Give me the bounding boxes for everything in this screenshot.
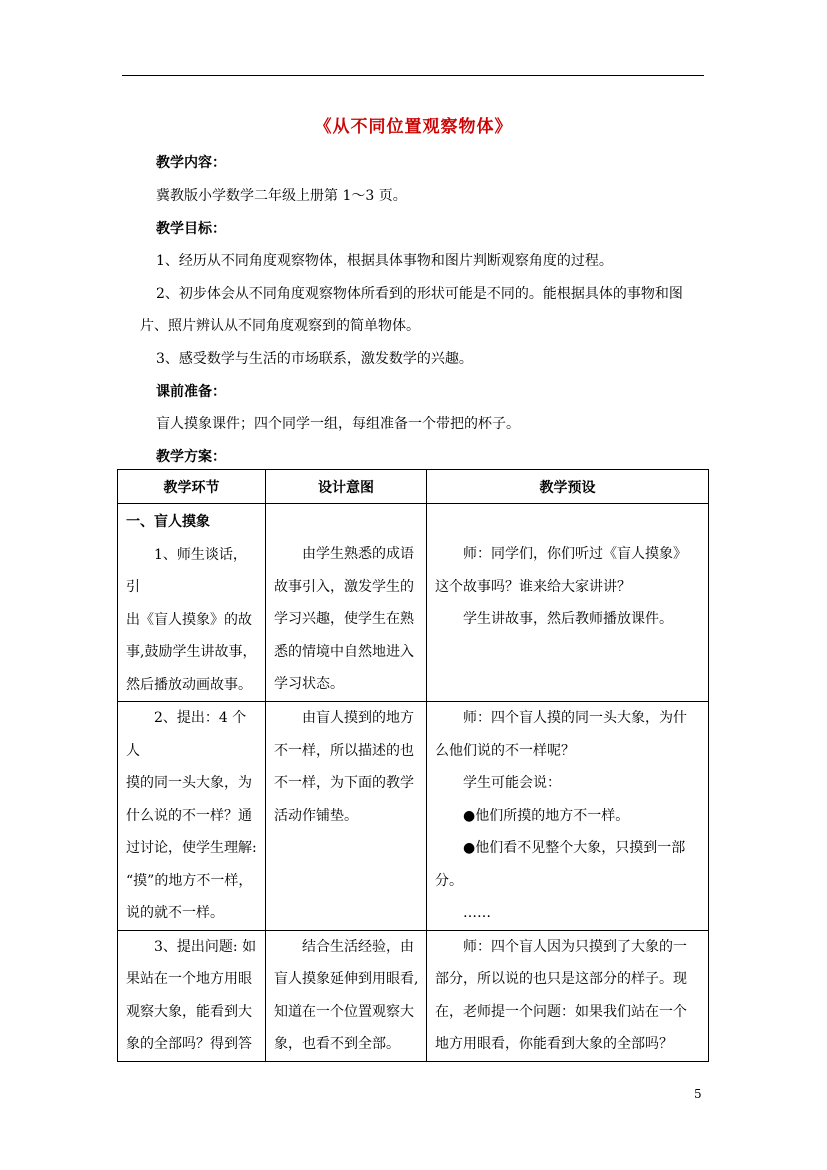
plan-line: 学生可能会说： xyxy=(463,775,561,791)
intent-cell xyxy=(266,930,427,1061)
plan-line: 在，老师提一个问题：如果我们站在一个 xyxy=(435,1003,687,1020)
table-row xyxy=(118,504,709,702)
plan-line: 么他们说的不一样呢？ xyxy=(435,742,575,759)
intent-line: 象，也看不到全部。 xyxy=(274,1036,400,1052)
step-line: 说的就不一样。 xyxy=(126,905,224,921)
plan-line: 分。 xyxy=(435,872,463,889)
header-step: 教学环节 xyxy=(118,470,266,504)
intent-line: 盲人摸象延伸到用眼看, xyxy=(274,971,419,987)
plan-line: 部分，所以说的也只是这部分的样子。现 xyxy=(435,971,687,987)
plan-line: 师：同学们，你们听过《盲人摸象》 xyxy=(463,546,687,562)
intent-cell xyxy=(266,504,427,702)
intent-line: 由盲人摸到的地方 xyxy=(302,710,414,726)
goal-1: 1、经历从不同角度观察物体，根据具体事物和图片判断观察角度的过程。 xyxy=(156,253,613,269)
step-line: 3、提出问题: 如 xyxy=(154,938,257,955)
intent-line: 活动作铺垫。 xyxy=(274,807,358,824)
plan-line: 学生讲故事，然后教师播放课件。 xyxy=(463,611,673,627)
intent-line: 故事引入，激发学生的 xyxy=(274,578,414,595)
intent-line: 学习状态。 xyxy=(274,676,344,692)
goal-3: 3、感受数学与生活的市场联系，激发数学的兴趣。 xyxy=(156,351,473,367)
intent-line: 结合生活经验，由 xyxy=(302,938,414,955)
goal-2-line-2: 片、照片辨认从不同角度观察到的简单物体。 xyxy=(140,318,420,334)
plan-line: 师：四个盲人因为只摸到了大象的一 xyxy=(463,938,687,955)
header-rule xyxy=(122,75,704,76)
step-cell xyxy=(118,702,266,931)
content-heading: 教学内容： xyxy=(156,155,226,171)
intent-line: 由学生熟悉的成语 xyxy=(302,546,414,562)
intent-line: 悉的情境中自然地进入 xyxy=(274,643,414,660)
step-line: 摸的同一头大象，为 xyxy=(126,775,252,791)
intent-line: 不一样，所以描述的也 xyxy=(274,742,414,759)
plan-line: ●他们所摸的地方不一样。 xyxy=(463,807,630,824)
plan-line: 这个故事吗？谁来给大家讲讲？ xyxy=(435,578,631,595)
page-number: 5 xyxy=(694,1087,702,1101)
intent-line: 知道在一个位置观察大 xyxy=(274,1003,414,1020)
content-text: 冀教版小学数学二年级上册第 1～3 页。 xyxy=(156,188,407,204)
step-cell xyxy=(118,504,266,702)
plan-line: …… xyxy=(463,905,491,921)
step-line: 1、师生谈话，引 xyxy=(126,546,247,595)
goals-heading: 教学目标： xyxy=(156,221,226,237)
step-line: 过讨论，使学生理解: xyxy=(126,840,257,856)
step-line: 然后播放动画故事。 xyxy=(126,676,252,693)
table-row xyxy=(118,930,709,1061)
plan-cell xyxy=(427,702,709,931)
step-line: 象的全部吗？得到答 xyxy=(126,1036,252,1052)
intent-line: 不一样，为下面的教学 xyxy=(274,775,414,791)
plan-line: 地方用眼看，你能看到大象的全部吗？ xyxy=(435,1036,673,1052)
table-header-row xyxy=(118,470,709,504)
step-line: 出《盲人摸象》的故 xyxy=(126,611,252,628)
step-line: 什么说的不一样？通 xyxy=(126,807,252,824)
header-plan: 教学预设 xyxy=(427,470,709,504)
header-intent: 设计意图 xyxy=(266,470,427,504)
table-row xyxy=(118,702,709,931)
goal-2-line-1: 2、初步体会从不同角度观察物体所看到的形状可能是不同的。能根据具体的事物和图 xyxy=(156,286,683,302)
plan-line: ●他们看不见整个大象，只摸到一部 xyxy=(463,840,686,856)
plan-cell xyxy=(427,930,709,1061)
step-line: 事,鼓励学生讲故事， xyxy=(126,644,257,660)
step-line: 果站在一个地方用眼 xyxy=(126,971,252,987)
plan-line: 师：四个盲人摸的同一头大象，为什 xyxy=(463,710,687,726)
plan-heading: 教学方案： xyxy=(156,449,226,465)
prep-text: 盲人摸象课件；四个同学一组，每组准备一个带把的杯子。 xyxy=(156,416,520,432)
teaching-plan-table xyxy=(117,469,709,1062)
step-line: 2、提出：4 个人 xyxy=(126,710,247,759)
document-title: 《从不同位置观察物体》 xyxy=(314,117,513,137)
intent-line: 学习兴趣，使学生在熟 xyxy=(274,611,414,627)
step-line: “摸”的地方不一样， xyxy=(126,872,253,889)
intent-cell xyxy=(266,702,427,931)
step-title: 一、盲人摸象 xyxy=(126,514,210,530)
prep-heading: 课前准备： xyxy=(156,384,226,400)
step-line: 观察大象，能看到大 xyxy=(126,1003,252,1020)
step-cell xyxy=(118,930,266,1061)
plan-cell xyxy=(427,504,709,702)
